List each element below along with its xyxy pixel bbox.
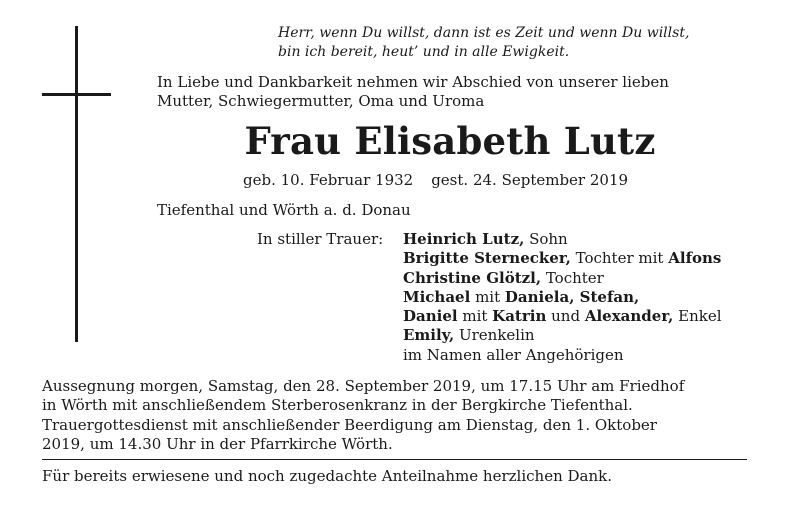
bible-quote [278,24,758,62]
mourner-partner: Alfons [668,249,722,268]
mourner-row [403,230,763,249]
cross-icon-horizontal [42,93,111,96]
funeral-line-2: in Wörth mit anschließendem Sterberosenkranz in der Bergkirche Tiefenthal. [42,396,633,415]
mourner-name: Emily, [403,326,455,345]
mourner-row [403,326,763,345]
mourner-relation: Urenkelin [454,326,535,345]
intro-line-1: In Liebe und Dankbarkeit nehmen wir Abschied von unserer lieben [157,73,669,91]
mourner-relation: Tochter [541,268,604,287]
mourner-partner: Katrin [492,307,547,326]
funeral-line-3: Trauergottesdienst mit anschließender Beerdigung am Dienstag, den 1. Oktober [42,415,657,434]
cross-icon-vertical [75,26,78,342]
mourner-name: Brigitte Sternecker, [403,249,571,268]
thanks-text: Für bereits erwiesene und noch zugedachte Anteilnahme herzlichen Dank. [42,467,612,485]
mourner-family: Daniela, Stefan, [504,287,640,306]
mourner-relation: Tochter mit [570,249,669,268]
divider [42,459,747,460]
mourner-name: Michael [403,287,471,306]
mourner-family: Alexander, [584,307,674,326]
death-date: gest. 24. September 2019 [431,171,629,189]
mourner-connector: und [546,307,585,326]
mourner-name: Heinrich Lutz, [403,230,525,248]
intro-line-2: Mutter, Schwiegermutter, Oma und Uroma [157,92,485,110]
funeral-line-1: Aussegnung morgen, Samstag, den 28. September 2019, um 17.15 Uhr am Friedhof [42,377,685,395]
place-of-residence: Tiefenthal und Wörth a. d. Donau [157,201,411,219]
life-dates [243,171,673,190]
mourner-row [403,288,763,307]
mourners-closing: im Namen aller Angehörigen [403,345,624,364]
mourner-row [403,249,763,268]
mourner-connector: mit [457,307,493,326]
mourner-row [403,307,763,326]
mourner-name: Daniel [403,307,458,326]
mourner-connector: mit [470,287,505,306]
funeral-line-4: 2019, um 14.30 Uhr in der Pfarrkirche Wörth. [42,435,393,454]
intro-text [157,73,757,111]
mourners-list [403,230,763,365]
mourner-name: Christine Glötzl, [403,268,542,287]
deceased-name: Frau Elisabeth Lutz [244,119,656,163]
mourner-row [403,269,763,288]
quote-line-1: Herr, wenn Du willst, dann ist es Zeit und wenn Du willst, [278,25,690,41]
mourning-label: In stiller Trauer: [257,230,384,248]
quote-line-2: bin ich bereit, heut’ und in alle Ewigkeit. [278,44,570,60]
funeral-details [42,377,747,455]
birth-date: geb. 10. Februar 1932 [243,171,414,189]
mourner-relation: Sohn [524,230,568,248]
mourner-relation: Enkel [673,307,722,326]
